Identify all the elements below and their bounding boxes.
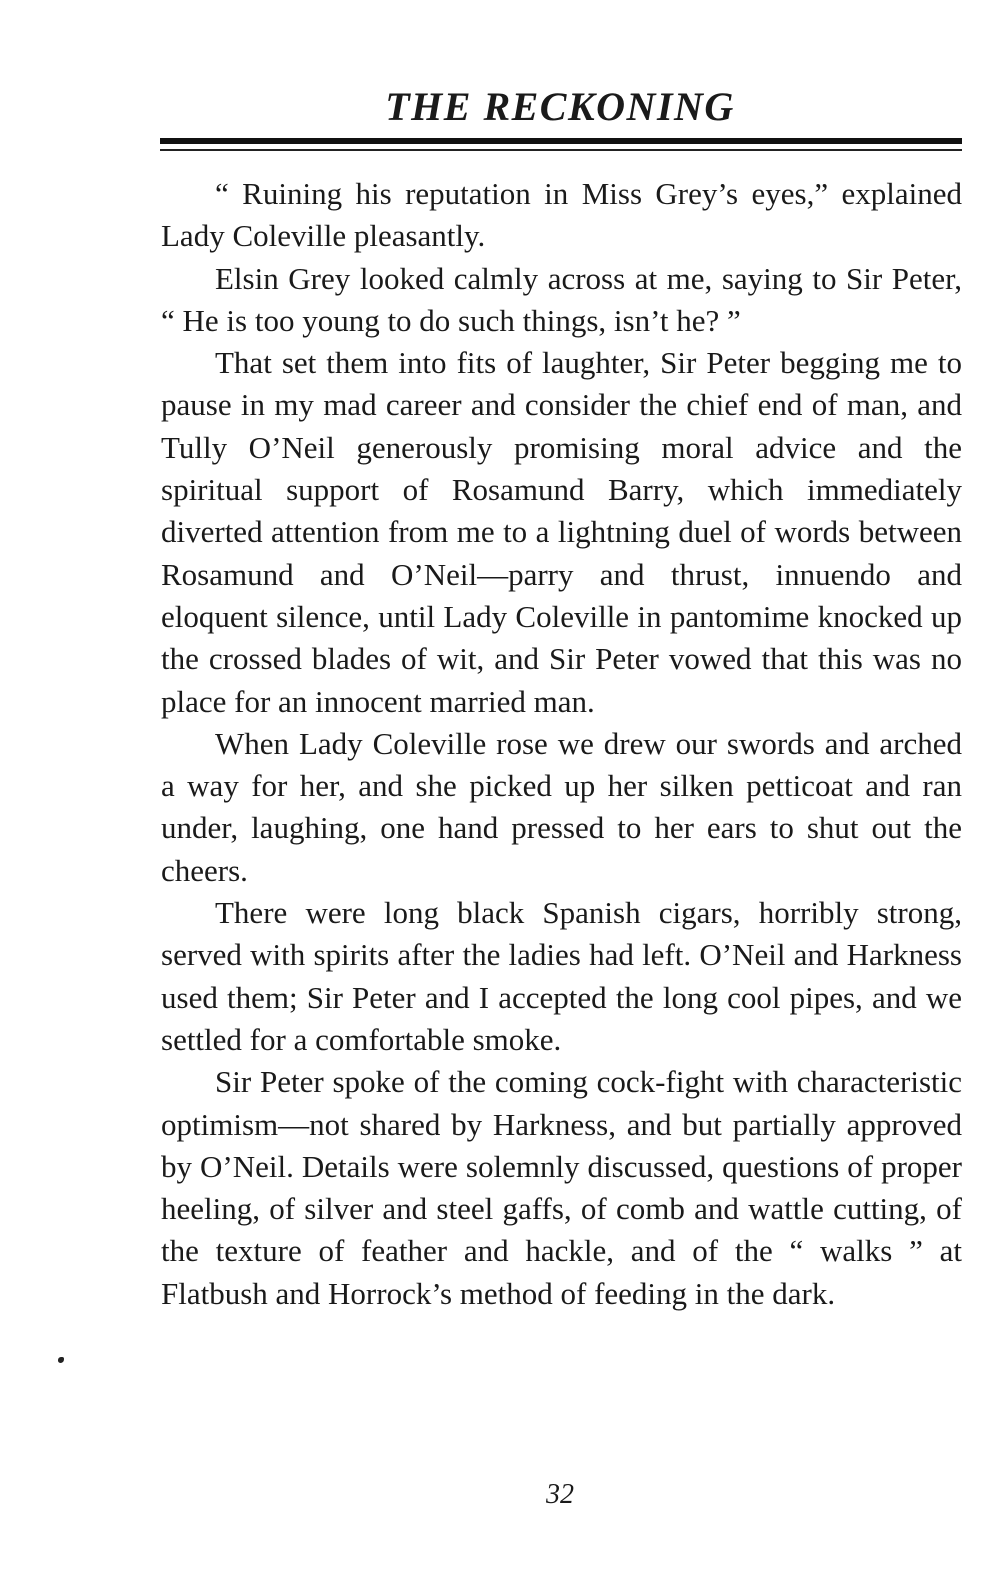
paragraph: Elsin Grey looked calmly across at me, saying to Sir Peter, “ He is too young to do such things, isn’t he? ” [161,260,962,338]
header-rule-thin [160,149,962,151]
paragraph: When Lady Coleville rose we drew our swords and arched a way for her, and she picked up her silken petticoat and ran under, laughing, one hand pressed to her ears to shut out the cheers. [161,725,962,888]
paragraph: There were long black Spanish cigars, horribly strong, served with spirits after the ladies had left. O’Neil and Harkness used them; Sir Peter and I accepted the long cool pipes, and we settled for a comfortable smoke. [161,895,962,1057]
ink-speck [58,1357,64,1363]
header-rule-thick [160,138,962,144]
page-number: 32 [546,1479,574,1510]
paragraph: Sir Peter spoke of the coming cock-fight with characteristic optimism—not shared by Harkness, and but partially approved by O’Neil. Details were solemnly discussed, questions of proper heeling, of silver and steel gaffs, of comb and wattle cutting, of the texture of feather and hackle, and of the “ walks ” at Flatbush and Horrock’s method of feeding in the dark. [161,1064,962,1311]
body-text [161,173,962,1315]
running-head: THE RECKONING [385,84,735,129]
paragraph: That set them into fits of laughter, Sir Peter begging me to pause in my mad career and consider the chief end of man, and Tully O’Neil generously promising moral advice and the spiritual support of Rosamund Barry, which immediately diverted attention from me to a lightning duel of words between Rosamund and O’Neil—parry and thrust, innuendo and eloquent silence, until Lady Coleville in pantomime knocked up the crossed blades of wit, and Sir Peter vowed that this was no place for an innocent married man. [161,345,962,719]
paragraph: “ Ruining his reputation in Miss Grey’s eyes,” explained Lady Coleville pleasantly. [161,176,962,254]
